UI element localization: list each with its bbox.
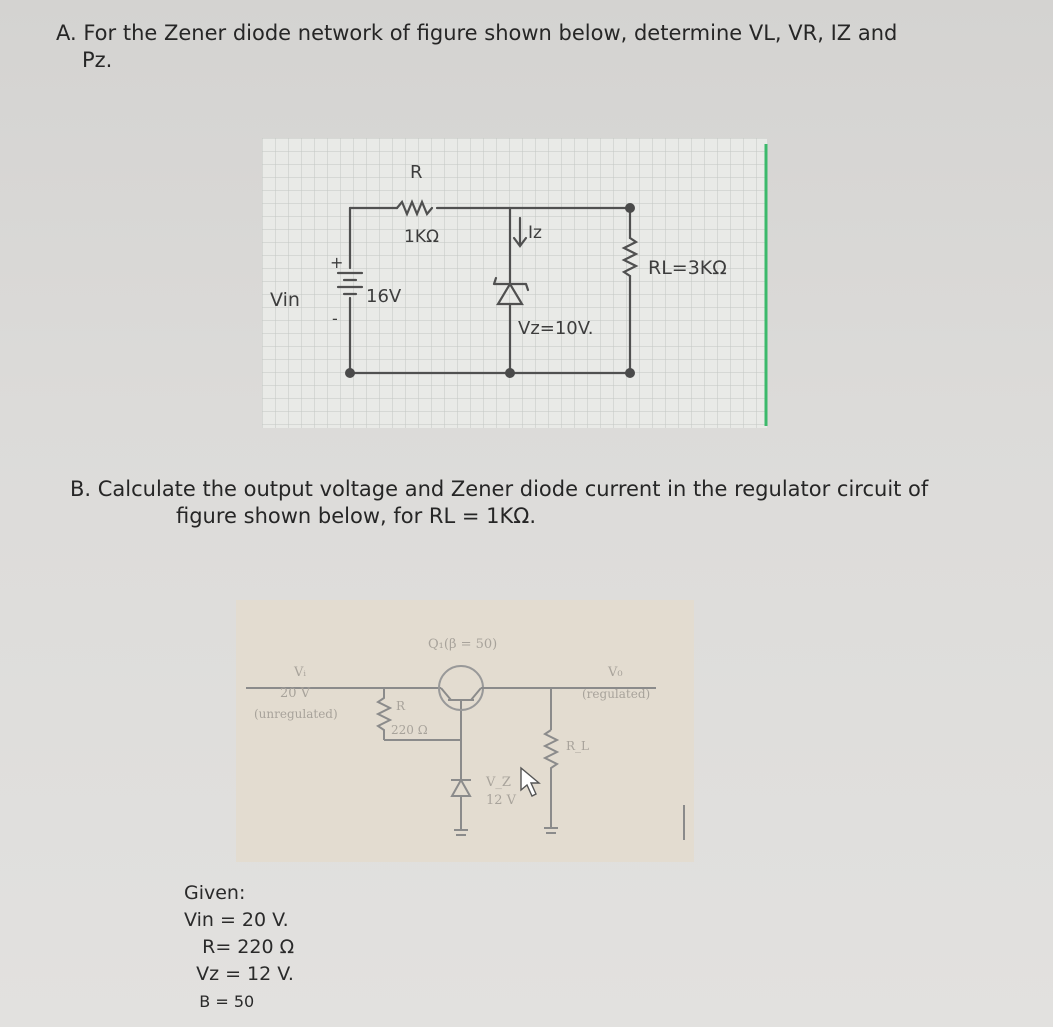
question-a-line1: A. For the Zener diode network of figure shown below, determine VL, VR, IZ and <box>56 21 898 45</box>
label-iz: Iz <box>528 223 542 243</box>
label-r: R <box>396 699 406 713</box>
label-vin-value: 20 V <box>280 686 311 701</box>
question-b-line2: figure shown below, for RL = 1KΩ. <box>176 504 536 528</box>
label-r: R <box>410 162 423 183</box>
label-unregulated: (unregulated) <box>254 707 338 721</box>
label-regulated: (regulated) <box>582 687 651 701</box>
label-plus: + <box>330 253 344 272</box>
label-vi: Vᵢ <box>294 665 307 680</box>
given-title: Given: <box>184 882 246 904</box>
label-r-value: 220 Ω <box>391 723 428 737</box>
label-source: 16V <box>366 286 402 307</box>
given-vin: Vin = 20 V. <box>184 909 289 931</box>
label-resistance: 1KΩ <box>404 227 439 247</box>
question-a-line2: Pz. <box>82 48 113 72</box>
label-vin: Vin <box>270 289 300 311</box>
given-r: R= 220 Ω <box>184 936 295 958</box>
given-beta: B = 50 <box>184 992 255 1011</box>
label-vz: V_Z <box>486 775 511 790</box>
question-b-line1: B. Calculate the output voltage and Zener diode current in the regulator circuit of <box>70 477 929 501</box>
question-a <box>56 20 1036 74</box>
label-vz-value: 12 V <box>486 793 517 808</box>
given-section <box>184 880 294 1015</box>
label-vz: Vz=10V. <box>518 318 594 339</box>
label-vo: V₀ <box>608 665 623 680</box>
label-rl: R_L <box>566 739 590 753</box>
zener-circuit-figure <box>262 138 772 428</box>
label-q1: Q₁(β = 50) <box>428 637 498 652</box>
given-vz: Vz = 12 V. <box>184 963 294 985</box>
label-rl: RL=3KΩ <box>648 257 727 279</box>
regulator-circuit-figure <box>236 600 694 862</box>
label-minus: - <box>332 309 338 328</box>
question-b <box>70 476 1030 530</box>
